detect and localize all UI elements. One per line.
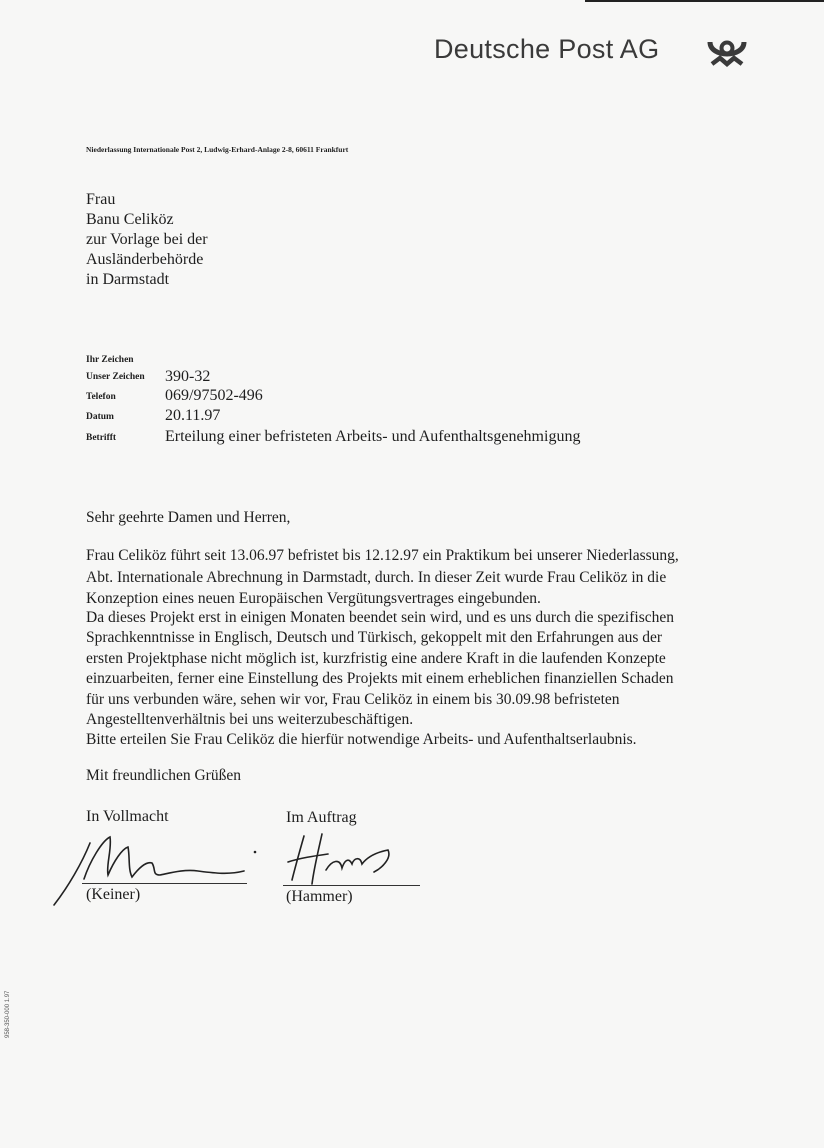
form-number-text: 958-350-000 1.97	[5, 990, 11, 1038]
closing: Mit freundlichen Grüßen	[86, 767, 241, 784]
reference-value: 390-32	[165, 368, 211, 385]
letter-body-line: Frau Celiköz führt seit 13.06.97 befristet bis 12.12.97 ein Praktikum bei unserer Niederlassung,	[86, 547, 679, 564]
reference-value: 20.11.97	[165, 407, 221, 424]
sender-address-line: Niederlassung Internationale Post 2, Ludwig-Erhard-Anlage 2-8, 60611 Frankfurt	[86, 145, 349, 154]
signature-line	[82, 883, 247, 884]
signer-name: (Keiner)	[86, 886, 141, 903]
reference-label: Datum	[86, 412, 114, 422]
letter-body-line: für uns verbunden wäre, sehen wir vor, Frau Celiköz in einem bis 30.09.98 befristeten	[86, 691, 620, 708]
recipient-line: Ausländerbehörde	[86, 251, 204, 268]
salutation: Sehr geehrte Damen und Herren,	[86, 509, 291, 526]
signature-authority: Im Auftrag	[286, 809, 357, 826]
recipient-line: in Darmstadt	[86, 271, 170, 288]
reference-value: Erteilung einer befristeten Arbeits- und Aufenthaltsgenehmigung	[165, 428, 581, 445]
reference-value: 069/97502-496	[165, 387, 263, 404]
handwritten-signature-keiner	[48, 825, 263, 910]
recipient-line: Frau	[86, 191, 116, 208]
recipient-line: Banu Celiköz	[86, 211, 174, 228]
company-name: Deutsche Post AG	[434, 34, 660, 64]
letter-body-line: Konzeption eines neuen Europäischen Vergütungsvertrages eingebunden.	[86, 590, 541, 607]
reference-label: Betrifft	[86, 433, 117, 443]
letter-body-line: ersten Projektphase nicht möglich ist, kurzfristig eine andere Kraft in die laufenden Konzepte	[86, 650, 666, 667]
reference-label: Telefon	[86, 392, 116, 402]
top-border-line	[585, 0, 824, 2]
reference-label: Unser Zeichen	[86, 372, 145, 382]
signature-line	[283, 885, 420, 886]
recipient-address	[86, 190, 208, 290]
recipient-line: zur Vorlage bei der	[86, 231, 208, 248]
signature-authority: In Vollmacht	[86, 808, 169, 825]
letter-body-line: Abt. Internationale Abrechnung in Darmstadt, durch. In dieser Zeit wurde Frau Celiköz in die	[86, 569, 667, 586]
reference-label: Ihr Zeichen	[86, 355, 134, 365]
letter-body-line: Sprachkenntnisse in Englisch, Deutsch und Türkisch, gekoppelt mit den Erfahrungen aus der	[86, 629, 663, 646]
letter-body-line: Angestelltenverhältnis bei uns weiterzubeschäftigen.	[86, 711, 414, 728]
letter-body-line: einzuarbeiten, ferner eine Einstellung des Projekts mit einem erheblichen finanziellen Schaden	[86, 670, 674, 687]
letter-body-line: Da dieses Projekt erst in einigen Monaten beendet sein wird, und es uns durch die spezifischen	[86, 609, 674, 626]
posthorn-icon	[706, 36, 748, 70]
signer-name: (Hammer)	[286, 888, 353, 905]
handwritten-signature-hammer	[282, 830, 407, 888]
letter-body-line: Bitte erteilen Sie Frau Celiköz die hierfür notwendige Arbeits- und Aufenthaltserlaubnis.	[86, 731, 637, 748]
form-number-margin	[2, 960, 16, 1040]
